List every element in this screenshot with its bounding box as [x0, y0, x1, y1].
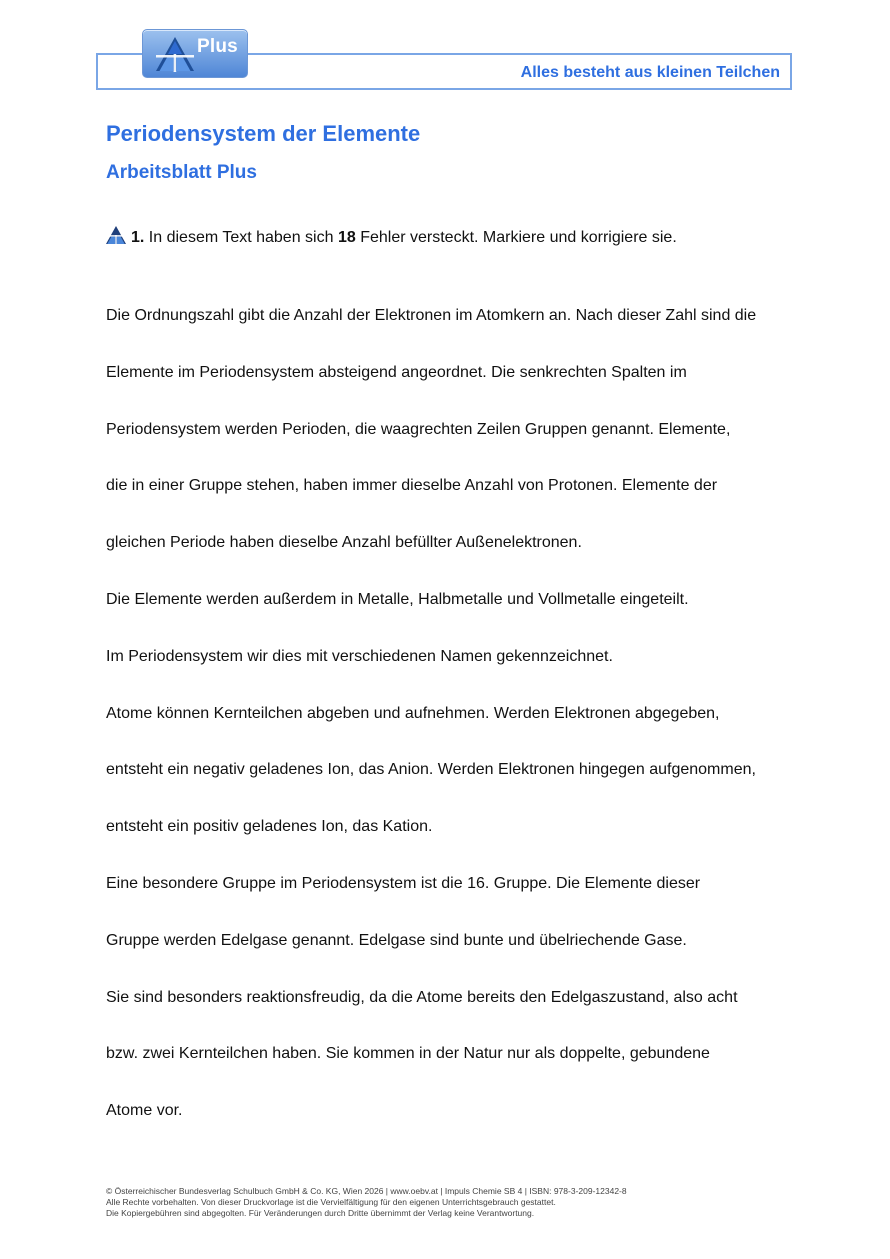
plus-logo	[142, 29, 248, 78]
footer-line: Die Kopiergebühren sind abgegolten. Für Veränderungen durch Dritte übernimmt der Verlag keine Verantwortung.	[106, 1208, 535, 1218]
text-line: Gruppe werden Edelgase genannt. Edelgase sind bunte und übelriechende Gase.	[106, 931, 687, 949]
error-count: 18	[337, 229, 356, 246]
text-line: entsteht ein negativ geladenes Ion, das Anion. Werden Elektronen hingegen aufgenommen,	[106, 761, 756, 779]
text-line: Sie sind besonders reaktionsfreudig, da die Atome bereits den Edelgaszustand, also acht	[106, 988, 738, 1006]
plus-triangle-logo-icon	[155, 36, 195, 72]
page-title: Periodensystem der Elemente	[106, 121, 421, 146]
text-line: die in einer Gruppe stehen, haben immer dieselbe Anzahl von Protonen. Elemente der	[106, 477, 718, 495]
text-line: Periodensystem werden Perioden, die waagrechten Zeilen Gruppen genannt. Elemente,	[106, 420, 731, 438]
task-instruction	[106, 226, 677, 247]
logo-text: Plus	[197, 36, 238, 57]
copyright-footer	[106, 1186, 627, 1219]
task-text-after: Fehler versteckt. Markiere und korrigiere sie.	[360, 229, 677, 246]
text-line: Die Ordnungszahl gibt die Anzahl der Elektronen im Atomkern an. Nach dieser Zahl sind die	[106, 307, 757, 324]
text-line: bzw. zwei Kernteilchen haben. Sie kommen in der Natur nur als doppelte, gebundene	[106, 1045, 710, 1063]
text-line: Atome vor.	[106, 1102, 183, 1120]
footer-line: © Österreichischer Bundesverlag Schulbuch GmbH & Co. KG, Wien 2026 | www.oebv.at | Impuls Chemie SB 4 | ISBN: 978-3-209-12342-8	[106, 1186, 627, 1196]
task-text-before: In diesem Text haben sich	[148, 229, 334, 246]
exercise-text	[106, 304, 796, 1156]
page-subtitle: Arbeitsblatt Plus	[106, 162, 257, 183]
text-line: Elemente im Periodensystem absteigend angeordnet. Die senkrechten Spalten im	[106, 363, 687, 381]
header-title: Alles besteht aus kleinen Teilchen	[520, 64, 780, 81]
text-line: Im Periodensystem wir dies mit verschiedenen Namen gekennzeichnet.	[106, 647, 613, 665]
text-line: gleichen Periode haben dieselbe Anzahl befüllter Außenelektronen.	[106, 534, 582, 552]
text-line: Eine besondere Gruppe im Periodensystem ist die 16. Gruppe. Die Elemente dieser	[106, 874, 701, 892]
text-line: Die Elemente werden außerdem in Metalle, Halbmetalle und Vollmetalle eingeteilt.	[106, 590, 689, 608]
text-line: Atome können Kernteilchen abgeben und aufnehmen. Werden Elektronen abgegeben,	[106, 704, 720, 722]
plus-triangle-icon	[106, 226, 126, 244]
footer-line: Alle Rechte vorbehalten. Von dieser Druckvorlage ist die Vervielfältigung für den eigenen Unterrichtsgebrauch gestattet.	[106, 1197, 556, 1207]
text-line: entsteht ein positiv geladenes Ion, das Kation.	[106, 818, 433, 836]
task-number: 1.	[131, 229, 145, 246]
